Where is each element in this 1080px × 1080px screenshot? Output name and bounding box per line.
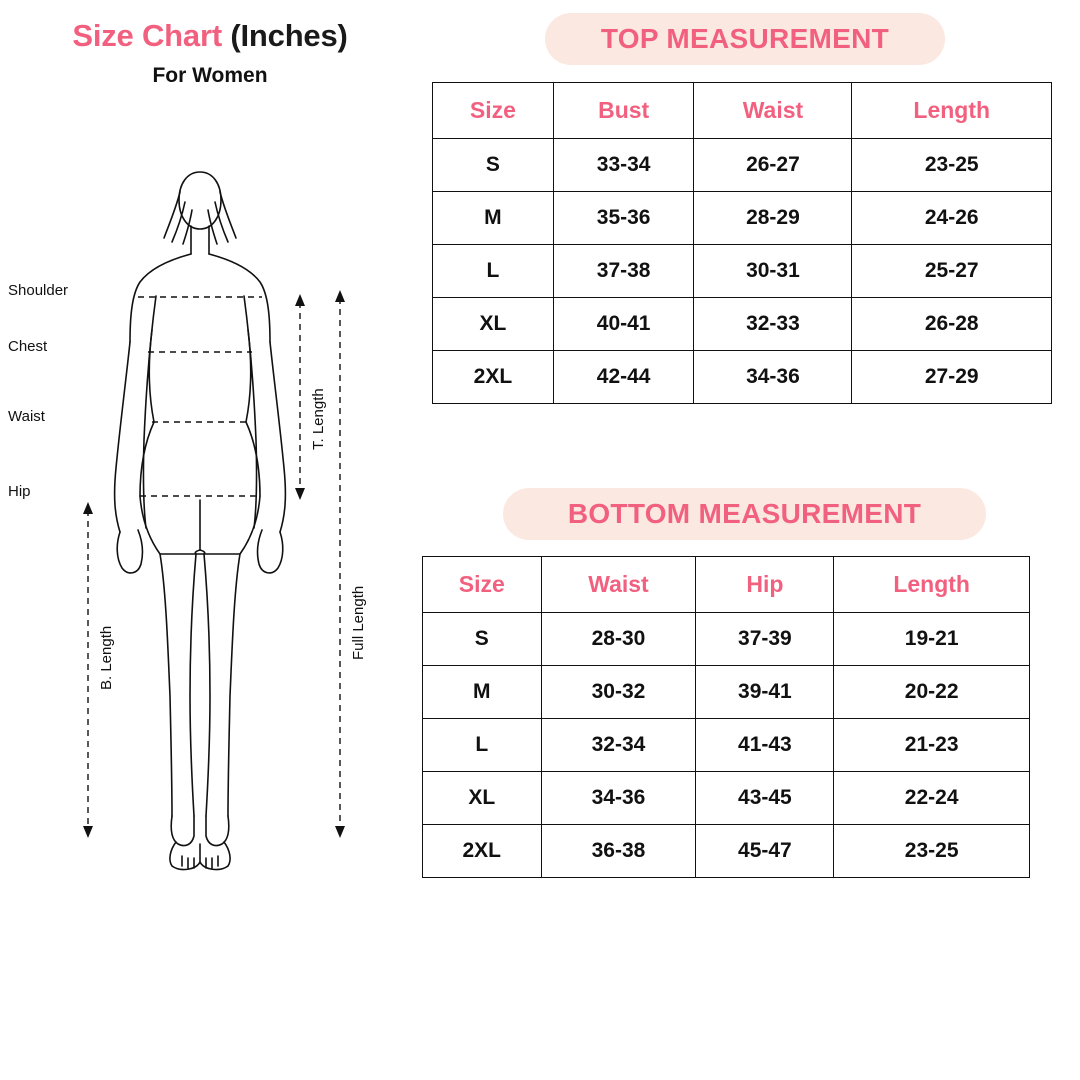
table-row <box>423 666 1030 719</box>
cell-waist: 30-32 <box>541 666 696 719</box>
table-row <box>423 613 1030 666</box>
cell-hip: 43-45 <box>696 772 834 825</box>
bottom-measurement-banner: BOTTOM MEASUREMENT <box>503 488 986 540</box>
column-header-size: Size <box>423 557 542 613</box>
cell-waist: 36-38 <box>541 825 696 878</box>
cell-length: 26-28 <box>852 298 1052 351</box>
label-t-length: T. Length <box>310 388 327 450</box>
table-row <box>423 825 1030 878</box>
cell-hip: 39-41 <box>696 666 834 719</box>
body-diagram <box>8 130 420 890</box>
column-header-length: Length <box>834 557 1030 613</box>
cell-length: 20-22 <box>834 666 1030 719</box>
cell-length: 23-25 <box>852 139 1052 192</box>
cell-waist: 28-29 <box>694 192 852 245</box>
table-row <box>433 192 1052 245</box>
label-b-length: B. Length <box>98 625 115 690</box>
column-header-waist: Waist <box>694 83 852 139</box>
size-chart-right-panel <box>420 0 1080 1080</box>
cell-size: XL <box>423 772 542 825</box>
cell-waist: 34-36 <box>541 772 696 825</box>
body-outline-svg <box>20 130 420 890</box>
cell-size: S <box>423 613 542 666</box>
cell-waist: 26-27 <box>694 139 852 192</box>
cell-waist: 32-34 <box>541 719 696 772</box>
cell-waist: 32-33 <box>694 298 852 351</box>
title-main-text: Size Chart <box>72 18 222 53</box>
column-header-bust: Bust <box>553 83 694 139</box>
column-header-size: Size <box>433 83 554 139</box>
table-row <box>433 139 1052 192</box>
table-row <box>433 245 1052 298</box>
cell-length: 25-27 <box>852 245 1052 298</box>
cell-size: S <box>433 139 554 192</box>
cell-length: 22-24 <box>834 772 1030 825</box>
column-header-length: Length <box>852 83 1052 139</box>
top-measurement-banner: TOP MEASUREMENT <box>545 13 945 65</box>
cell-waist: 34-36 <box>694 351 852 404</box>
cell-bust: 35-36 <box>553 192 694 245</box>
table-row <box>433 298 1052 351</box>
cell-size: L <box>433 245 554 298</box>
page-subtitle: For Women <box>152 64 268 87</box>
size-chart-left-panel <box>0 0 430 1080</box>
cell-size: 2XL <box>433 351 554 404</box>
cell-size: 2XL <box>423 825 542 878</box>
cell-size: XL <box>433 298 554 351</box>
bottom-measurement-table <box>422 556 1030 878</box>
column-header-waist: Waist <box>541 557 696 613</box>
cell-hip: 41-43 <box>696 719 834 772</box>
cell-hip: 37-39 <box>696 613 834 666</box>
label-shoulder: Shoulder <box>8 282 69 299</box>
column-header-hip: Hip <box>696 557 834 613</box>
table-row <box>423 772 1030 825</box>
cell-hip: 45-47 <box>696 825 834 878</box>
table-row <box>423 719 1030 772</box>
table-header-row <box>433 83 1052 139</box>
cell-length: 27-29 <box>852 351 1052 404</box>
cell-bust: 33-34 <box>553 139 694 192</box>
title-line-1 <box>0 18 420 54</box>
cell-size: L <box>423 719 542 772</box>
cell-bust: 40-41 <box>553 298 694 351</box>
table-header-row <box>423 557 1030 613</box>
cell-waist: 30-31 <box>694 245 852 298</box>
cell-length: 21-23 <box>834 719 1030 772</box>
label-hip: Hip <box>8 483 31 500</box>
cell-bust: 42-44 <box>553 351 694 404</box>
cell-size: M <box>433 192 554 245</box>
top-measurement-table <box>432 82 1052 404</box>
table-row <box>433 351 1052 404</box>
label-full-length: Full Length <box>350 585 367 660</box>
cell-length: 19-21 <box>834 613 1030 666</box>
title-unit-text: (Inches) <box>230 18 348 53</box>
cell-length: 24-26 <box>852 192 1052 245</box>
cell-waist: 28-30 <box>541 613 696 666</box>
label-waist: Waist <box>8 408 45 425</box>
cell-bust: 37-38 <box>553 245 694 298</box>
page-title <box>0 18 420 88</box>
cell-size: M <box>423 666 542 719</box>
cell-length: 23-25 <box>834 825 1030 878</box>
label-chest: Chest <box>8 338 48 355</box>
head-outline <box>179 172 221 229</box>
